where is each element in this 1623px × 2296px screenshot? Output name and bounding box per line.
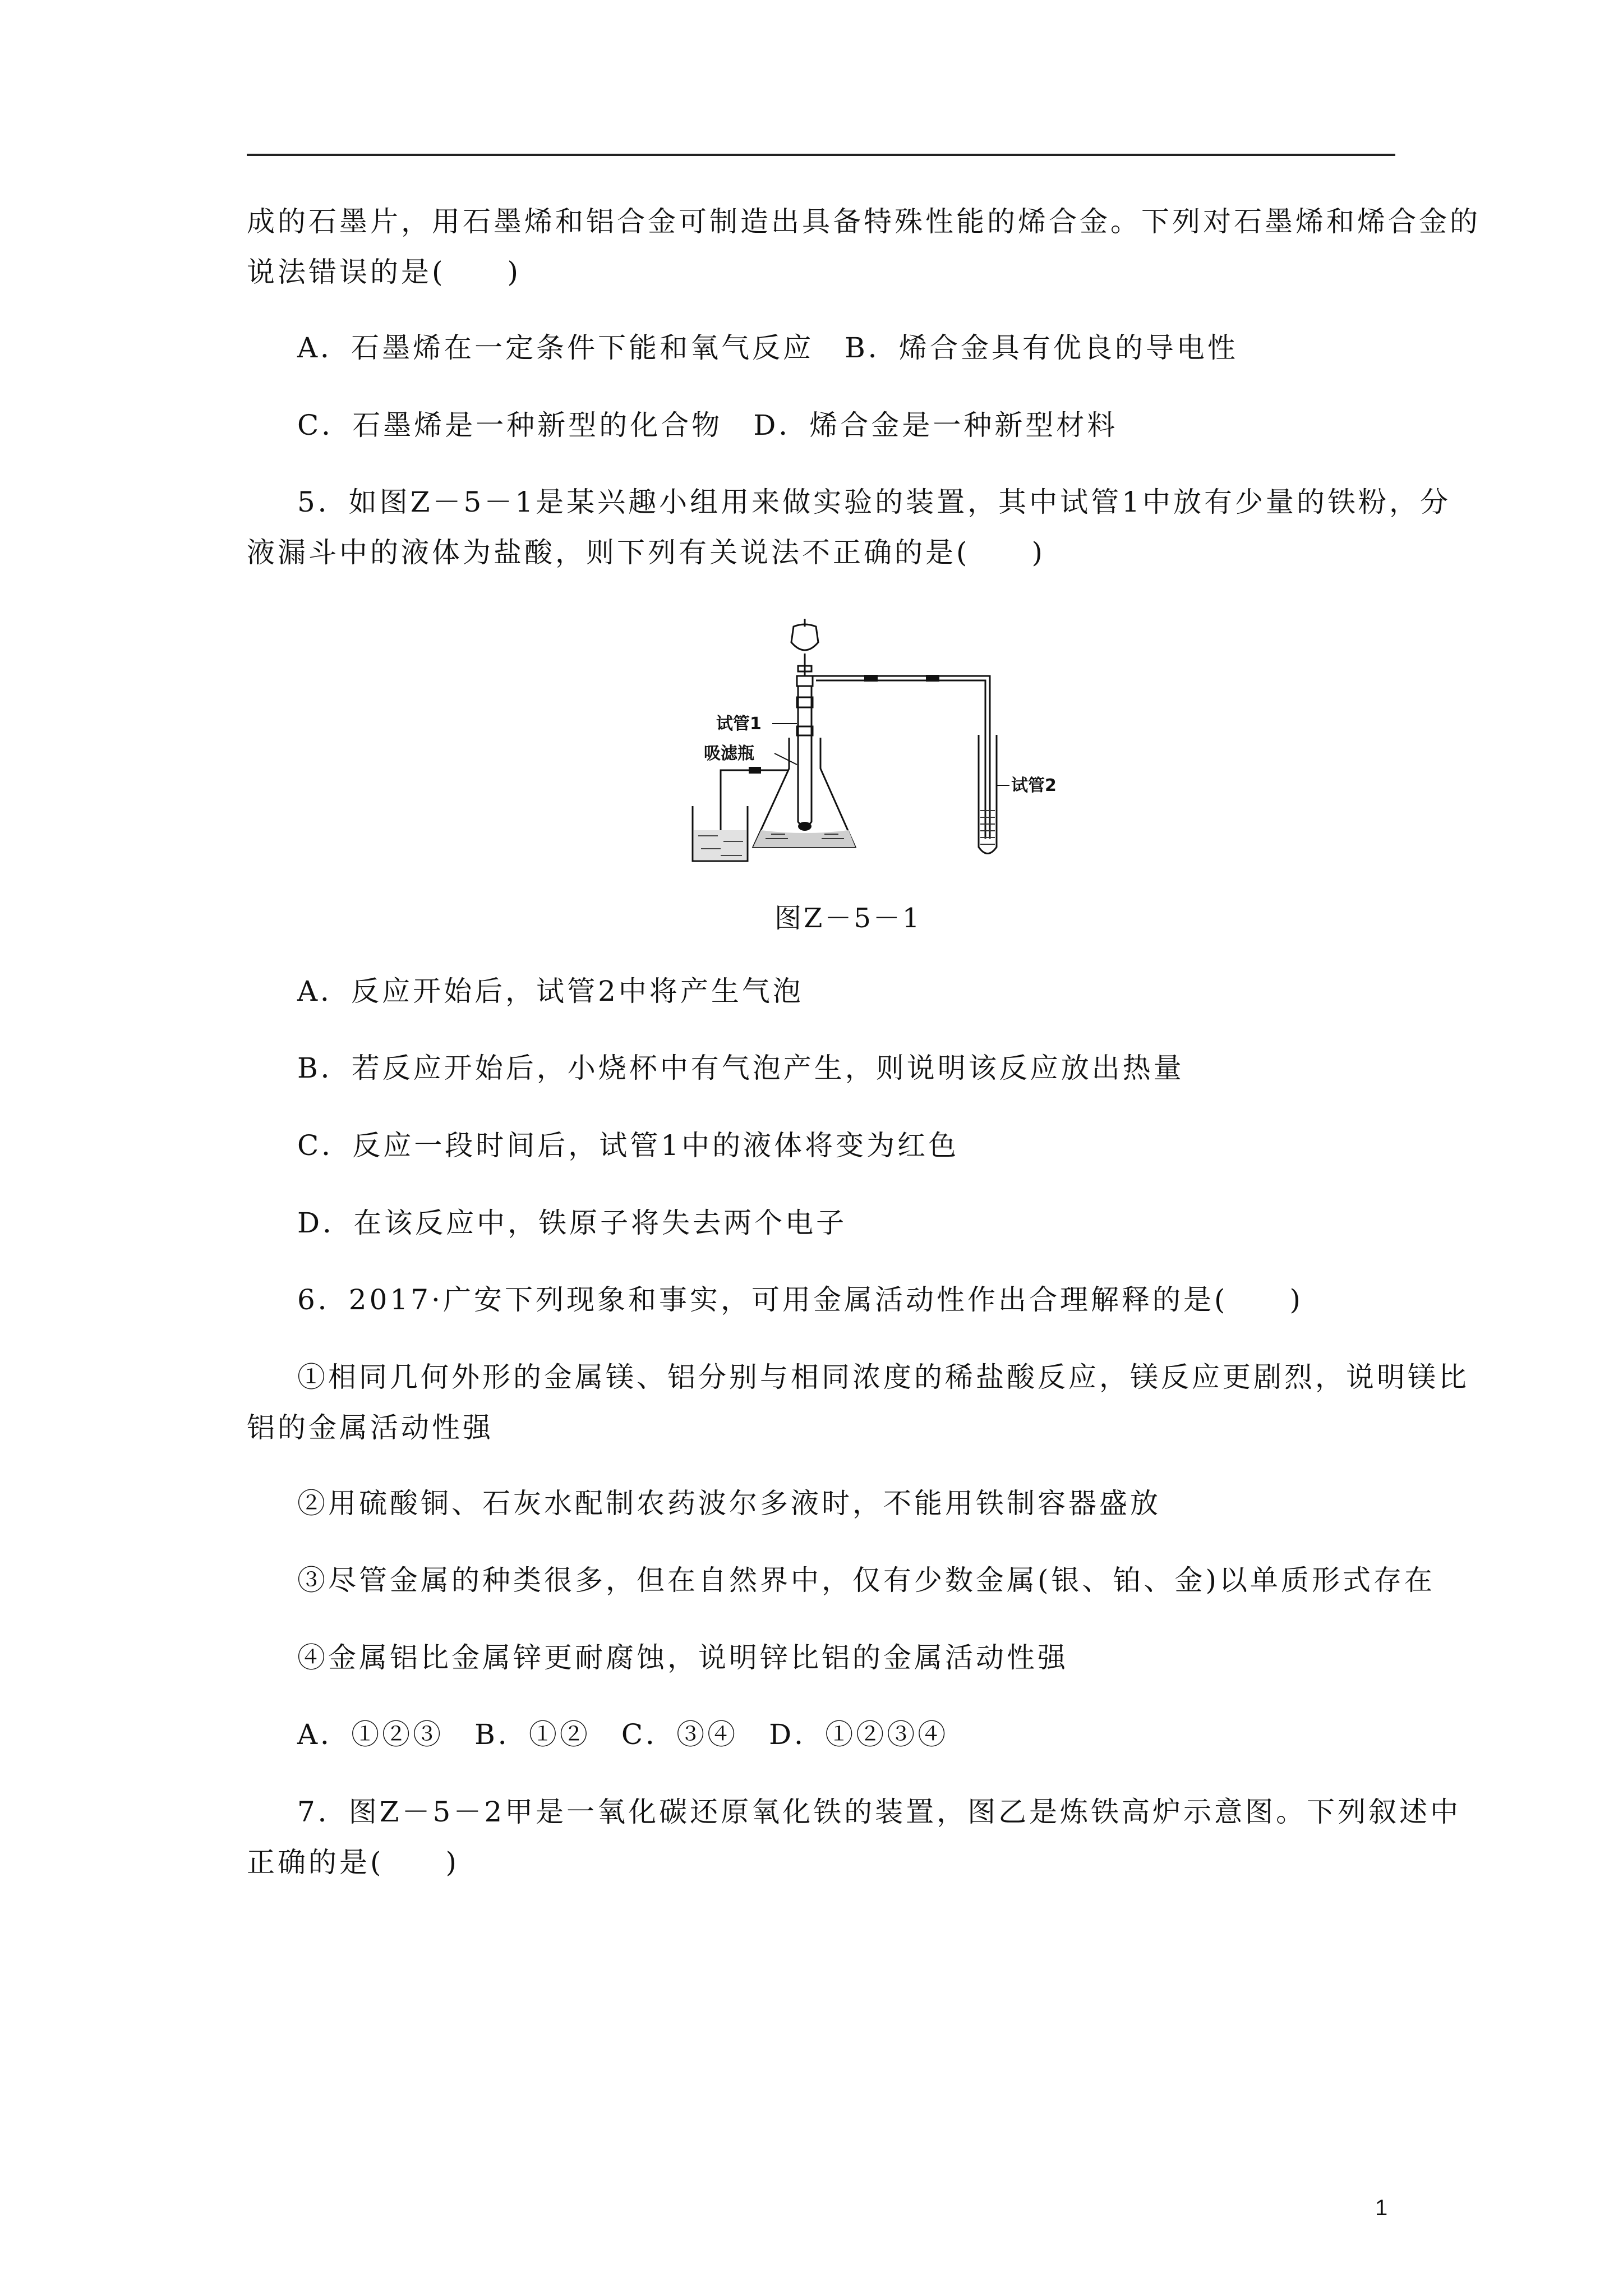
text-line: 成的石墨片，用石墨烯和铝合金可制造出具备特殊性能的烯合金。下列对石墨烯和烯合金的: [247, 205, 1481, 238]
option-line: A．①②③ B．①② C．③④ D．①②③④: [297, 1718, 949, 1751]
label-filter-flask: 吸滤瓶: [704, 744, 754, 763]
statement-line: ①相同几何外形的金属镁、铝分别与相同浓度的稀盐酸反应，镁反应更剧烈，说明镁比: [297, 1361, 1469, 1393]
statement-line: ③尽管金属的种类很多，但在自然界中，仅有少数金属(银、铂、金)以单质形式存在: [297, 1564, 1436, 1596]
figure-caption: 图Z－5－1: [774, 903, 922, 934]
text-line: 说法错误的是( ): [247, 256, 522, 288]
option-line: B．若反应开始后，小烧杯中有气泡产生，则说明该反应放出热量: [297, 1052, 1184, 1084]
label-tube-1: 试管1: [716, 714, 762, 734]
apparatus-figure: [687, 614, 1057, 861]
funnel: [791, 619, 818, 735]
question-7: 7．图Z－5－2甲是一氧化碳还原氧化铁的装置，图乙是炼铁高炉示意图。下列叙述中: [297, 1796, 1461, 1828]
option-line: D．在该反应中，铁原子将失去两个电子: [297, 1207, 847, 1239]
option-line: A．反应开始后，试管2中将产生气泡: [297, 975, 804, 1007]
statement-line: ②用硫酸铜、石灰水配制农药波尔多液时，不能用铁制容器盛放: [297, 1487, 1161, 1520]
question-5: 5．如图Z－5－1是某兴趣小组用来做实验的装置，其中试管1中放有少量的铁粉，分: [297, 486, 1451, 518]
question-6: 6．2017·广安下列现象和事实，可用金属活动性作出合理解释的是( ): [297, 1283, 1303, 1316]
option-line: A．石墨烯在一定条件下能和氧气反应 B．烯合金具有优良的导电性: [297, 332, 1238, 364]
statement-line: ④金属铝比金属锌更耐腐蚀，说明锌比铝的金属活动性强: [297, 1641, 1068, 1674]
option-line: C．石墨烯是一种新型的化合物 D．烯合金是一种新型材料: [297, 409, 1118, 441]
statement-line: 铝的金属活动性强: [247, 1411, 494, 1444]
option-line: C．反应一段时间后，试管1中的液体将变为红色: [297, 1129, 960, 1162]
page-number: 1: [1375, 2196, 1388, 2220]
text-line: 正确的是( ): [247, 1846, 460, 1879]
test-tube-2: [979, 735, 997, 854]
header-rule: [247, 154, 1395, 156]
text-line: 液漏斗中的液体为盐酸，则下列有关说法不正确的是( ): [247, 536, 1046, 569]
label-tube-2: 试管2: [1011, 776, 1057, 795]
